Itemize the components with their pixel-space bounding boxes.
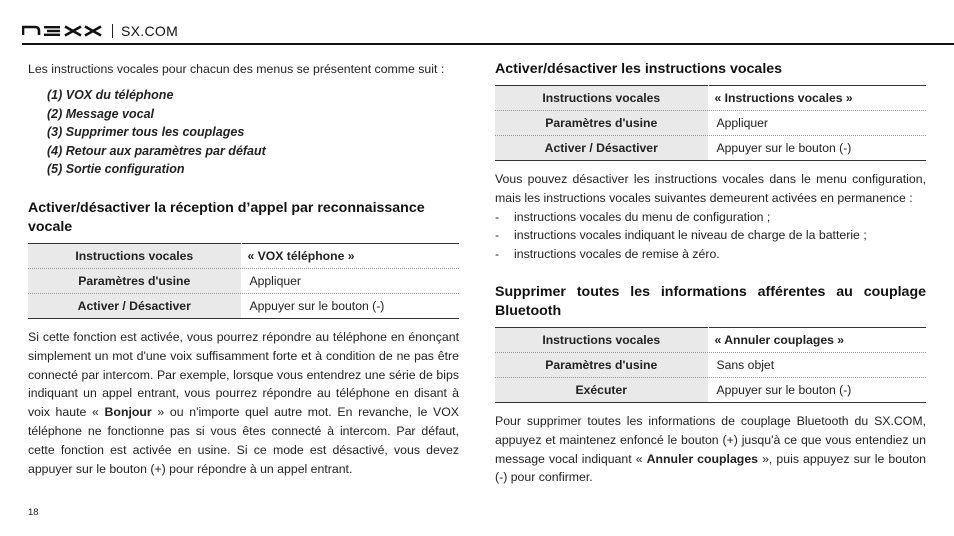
table-value: Appuyer sur le bouton (-) xyxy=(708,377,926,402)
table-row xyxy=(495,136,926,161)
page-header xyxy=(22,18,178,44)
left-column xyxy=(28,60,459,478)
list-item-text: instructions vocales indiquant le niveau de charge de la batterie ; xyxy=(514,228,867,243)
table-key: Activer / Désactiver xyxy=(28,293,241,318)
section-title-pairing: Supprimer toutes les informations afférentes au couplage Bluetooth xyxy=(495,283,926,319)
page-number: 18 xyxy=(28,507,39,518)
right-column xyxy=(495,60,926,487)
header-rule xyxy=(22,43,954,45)
list-item-text: instructions vocales de remise à zéro. xyxy=(514,247,720,262)
table-key: Activer / Désactiver xyxy=(495,136,708,161)
voice-prompts-spec-table xyxy=(495,85,926,161)
table-key: Paramètres d'usine xyxy=(495,352,708,377)
list-item: (2) Message vocal xyxy=(47,106,154,121)
table-value: Appuyer sur le bouton (-) xyxy=(708,136,926,161)
table-value: Appliquer xyxy=(708,111,926,136)
table-row xyxy=(495,377,926,402)
table-key: Instructions vocales xyxy=(495,86,708,111)
table-key: Paramètres d'usine xyxy=(495,111,708,136)
vox-keyword: Bonjour xyxy=(104,405,152,420)
voice-menu-list xyxy=(47,86,459,179)
nexx-logo xyxy=(22,25,104,37)
table-value: Sans objet xyxy=(708,352,926,377)
list-item-text: instructions vocales du menu de configuration ; xyxy=(514,209,771,224)
table-key: Instructions vocales xyxy=(28,243,241,268)
section-title-voice-prompts: Activer/désactiver les instructions vocales xyxy=(495,61,783,77)
permanent-prompts-list xyxy=(495,208,926,264)
list-item: (4) Retour aux paramètres par défaut xyxy=(47,143,266,158)
product-name: SX.COM xyxy=(121,23,179,39)
list-item xyxy=(495,208,926,227)
table-value: « Instructions vocales » xyxy=(708,86,926,111)
list-dash: - xyxy=(495,247,500,262)
header-separator xyxy=(112,24,113,38)
pairing-keyword: Annuler couplages xyxy=(646,451,758,466)
table-row xyxy=(28,293,459,318)
table-value: Appliquer xyxy=(241,268,459,293)
table-value: « VOX téléphone » xyxy=(241,243,459,268)
table-key: Exécuter xyxy=(495,377,708,402)
vox-spec-table xyxy=(28,243,459,319)
list-item: (1) VOX du téléphone xyxy=(47,88,174,102)
list-dash: - xyxy=(495,209,500,224)
pairing-text-after: », puis appuyez sur le bouton (-) pour confirmer. xyxy=(495,451,926,485)
list-item: (3) Supprimer tous les couplages xyxy=(47,125,245,140)
voice-prompts-description: Vous pouvez désactiver les instructions vocales dans le menu configuration, mais les instructions vocales suivantes demeurent activées en permanence : xyxy=(495,172,926,205)
table-row xyxy=(28,268,459,293)
vox-text-after: » ou n'importe quel autre mot. En revanche, le VOX téléphone ne fonctionne pas si vous êtes connecté à intercom. Par défaut, cette fonction est activée en usine. Si ce mode est désactivé, vous devez appuyer sur le bouton (+) pour répondre à un appel entrant. xyxy=(28,405,460,476)
table-key: Instructions vocales xyxy=(495,327,708,352)
pairing-text-before: Pour supprimer toutes les informations de couplage Bluetooth du SX.COM, appuyez et maintenez enfoncé le bouton (+) jusqu'à ce que vous entendiez un message vocal indiquant « xyxy=(495,413,926,466)
pairing-spec-table xyxy=(495,327,926,403)
section-title-vox: Activer/désactiver la réception d’appel par reconnaissance vocale xyxy=(28,199,425,235)
table-row xyxy=(495,327,926,352)
vox-description xyxy=(28,328,459,478)
pairing-description xyxy=(495,412,926,487)
table-row xyxy=(495,86,926,111)
vox-text-before: Si cette fonction est activée, vous pourrez répondre au téléphone en énonçant simplement un mot d'une voix suffisamment forte et à condition de ne pas être connecté par intercom. Par exemple, lorsque vous entendrez une série de bips indiquant un appel entrant, vous pourrez répondre au téléphone en disant à voix haute « xyxy=(28,329,459,420)
table-row xyxy=(495,111,926,136)
list-item: (5) Sortie configuration xyxy=(47,162,185,177)
list-item xyxy=(495,245,926,264)
intro-text: Les instructions vocales pour chacun des menus se présentent comme suit : xyxy=(28,62,445,76)
list-dash: - xyxy=(495,228,500,243)
table-row xyxy=(28,243,459,268)
table-key: Paramètres d'usine xyxy=(28,268,241,293)
table-value: « Annuler couplages » xyxy=(708,327,926,352)
table-row xyxy=(495,352,926,377)
list-item xyxy=(495,226,926,245)
table-value: Appuyer sur le bouton (-) xyxy=(241,293,459,318)
